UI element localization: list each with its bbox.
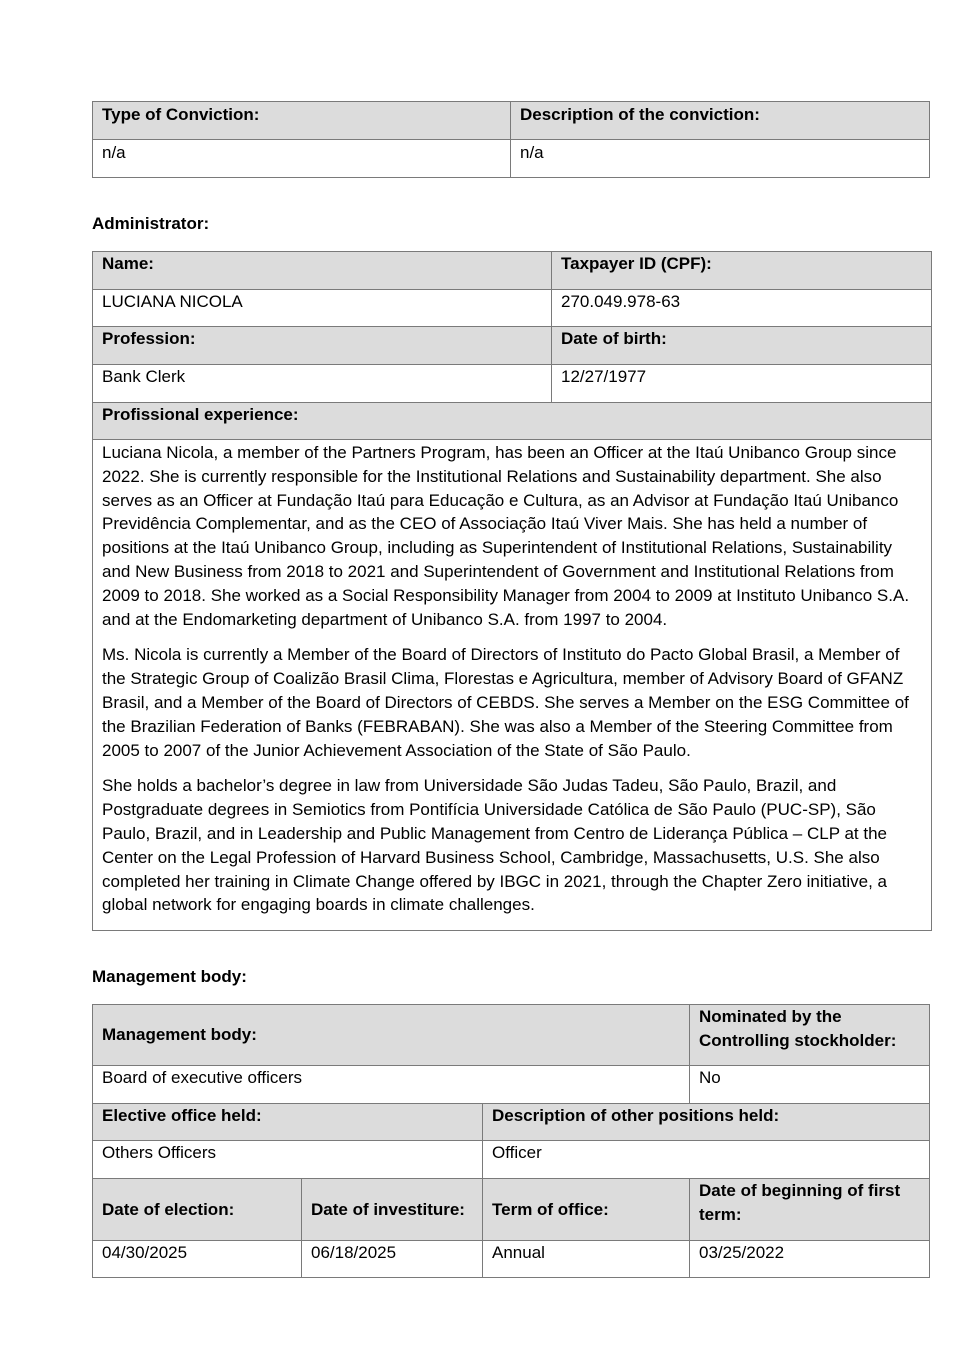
first-term-date-header: Date of beginning of first term: xyxy=(690,1179,930,1241)
profession-header: Profession: xyxy=(93,327,552,365)
profession-value: Bank Clerk xyxy=(93,365,552,403)
name-header: Name: xyxy=(93,252,552,290)
experience-paragraph: She holds a bachelor’s degree in law from Universidade São Judas Tadeu, São Paulo, Brazil, and Postgraduate degrees in Semiotics from Pontifícia Universidade Católica de São Paulo (PUC-SP), São Paulo, Brazil, and in Leadership and Public Management from Centro de Liderança Pública – CLP at the Center on the Legal Profession of Harvard Business School, Cambridge, Massachusetts, U.S. She also completed her training in Climate Change offered by IBGC in 2021, through the Chapter Zero initiative, a global network for engaging boards in climate challenges. xyxy=(102,776,887,915)
elective-office-value: Others Officers xyxy=(93,1141,483,1179)
other-positions-header: Description of other positions held: xyxy=(483,1104,930,1141)
term-of-office-value: Annual xyxy=(483,1241,690,1278)
management-section-label: Management body: xyxy=(92,967,247,986)
taxpayer-id-header: Taxpayer ID (CPF): xyxy=(552,252,932,290)
conviction-type-header: Type of Conviction: xyxy=(93,102,511,140)
name-value: LUCIANA NICOLA xyxy=(93,290,552,327)
experience-text xyxy=(93,440,932,931)
nominated-value: No xyxy=(690,1066,930,1104)
taxpayer-id-value: 270.049.978-63 xyxy=(552,290,932,327)
administrator-table xyxy=(92,251,932,931)
election-date-value: 04/30/2025 xyxy=(93,1241,302,1278)
conviction-table xyxy=(92,101,930,178)
investiture-date-value: 06/18/2025 xyxy=(302,1241,483,1278)
experience-paragraph: Ms. Nicola is currently a Member of the Board of Directors of Instituto do Pacto Global Brasil, a Member of the Strategic Group of Coalizão Brasil Clima, Florestas e Agricultura, member of Advisory Board of GFANZ Brasil, and a Member of the Board of Directors of CEBDS. She serves a Member on the ESG Committee of the Brazilian Federation of Banks (FEBRABAN). She was also a Member of the Steering Committee from 2005 to 2007 of the Junior Achievement Association of the State of São Paulo. xyxy=(102,645,909,760)
date-of-birth-header: Date of birth: xyxy=(552,327,932,365)
election-date-header: Date of election: xyxy=(93,1179,302,1241)
management-table xyxy=(92,1004,930,1278)
elective-office-header: Elective office held: xyxy=(93,1104,483,1141)
other-positions-value: Officer xyxy=(483,1141,930,1179)
conviction-description-header: Description of the conviction: xyxy=(511,102,930,140)
conviction-description-value: n/a xyxy=(511,140,930,178)
management-body-value: Board of executive officers xyxy=(93,1066,690,1104)
date-of-birth-value: 12/27/1977 xyxy=(552,365,932,403)
investiture-date-header: Date of investiture: xyxy=(302,1179,483,1241)
experience-header: Profissional experience: xyxy=(93,403,932,440)
term-of-office-header: Term of office: xyxy=(483,1179,690,1241)
nominated-header: Nominated by the Controlling stockholder: xyxy=(690,1005,930,1066)
experience-paragraph: Luciana Nicola, a member of the Partners Program, has been an Officer at the Itaú Unibanco Group since 2022. She is currently responsible for the Institutional Relations and Sustainability department. She also serves as an Officer at Fundação Itaú para Educação e Cultura, as an Advisor at Fundação Itaú Unibanco Previdência Complementar, and as the CEO of Associação Itaú Viver Mais. She has held a number of positions at the Itaú Unibanco Group, including as Superintendent of Institutional Relations, Sustainability and New Business from 2018 to 2021 and Superintendent of Government and Institutional Relations from 2009 to 2018. She worked as a Social Responsibility Manager from 2004 to 2009 at Instituto Unibanco S.A. and at the Endomarketing department of Unibanco S.A. from 1997 to 2004. xyxy=(102,443,910,629)
conviction-type-value: n/a xyxy=(93,140,511,178)
management-body-header: Management body: xyxy=(93,1005,690,1066)
administrator-section-label: Administrator: xyxy=(92,214,210,233)
first-term-date-value: 03/25/2022 xyxy=(690,1241,930,1278)
